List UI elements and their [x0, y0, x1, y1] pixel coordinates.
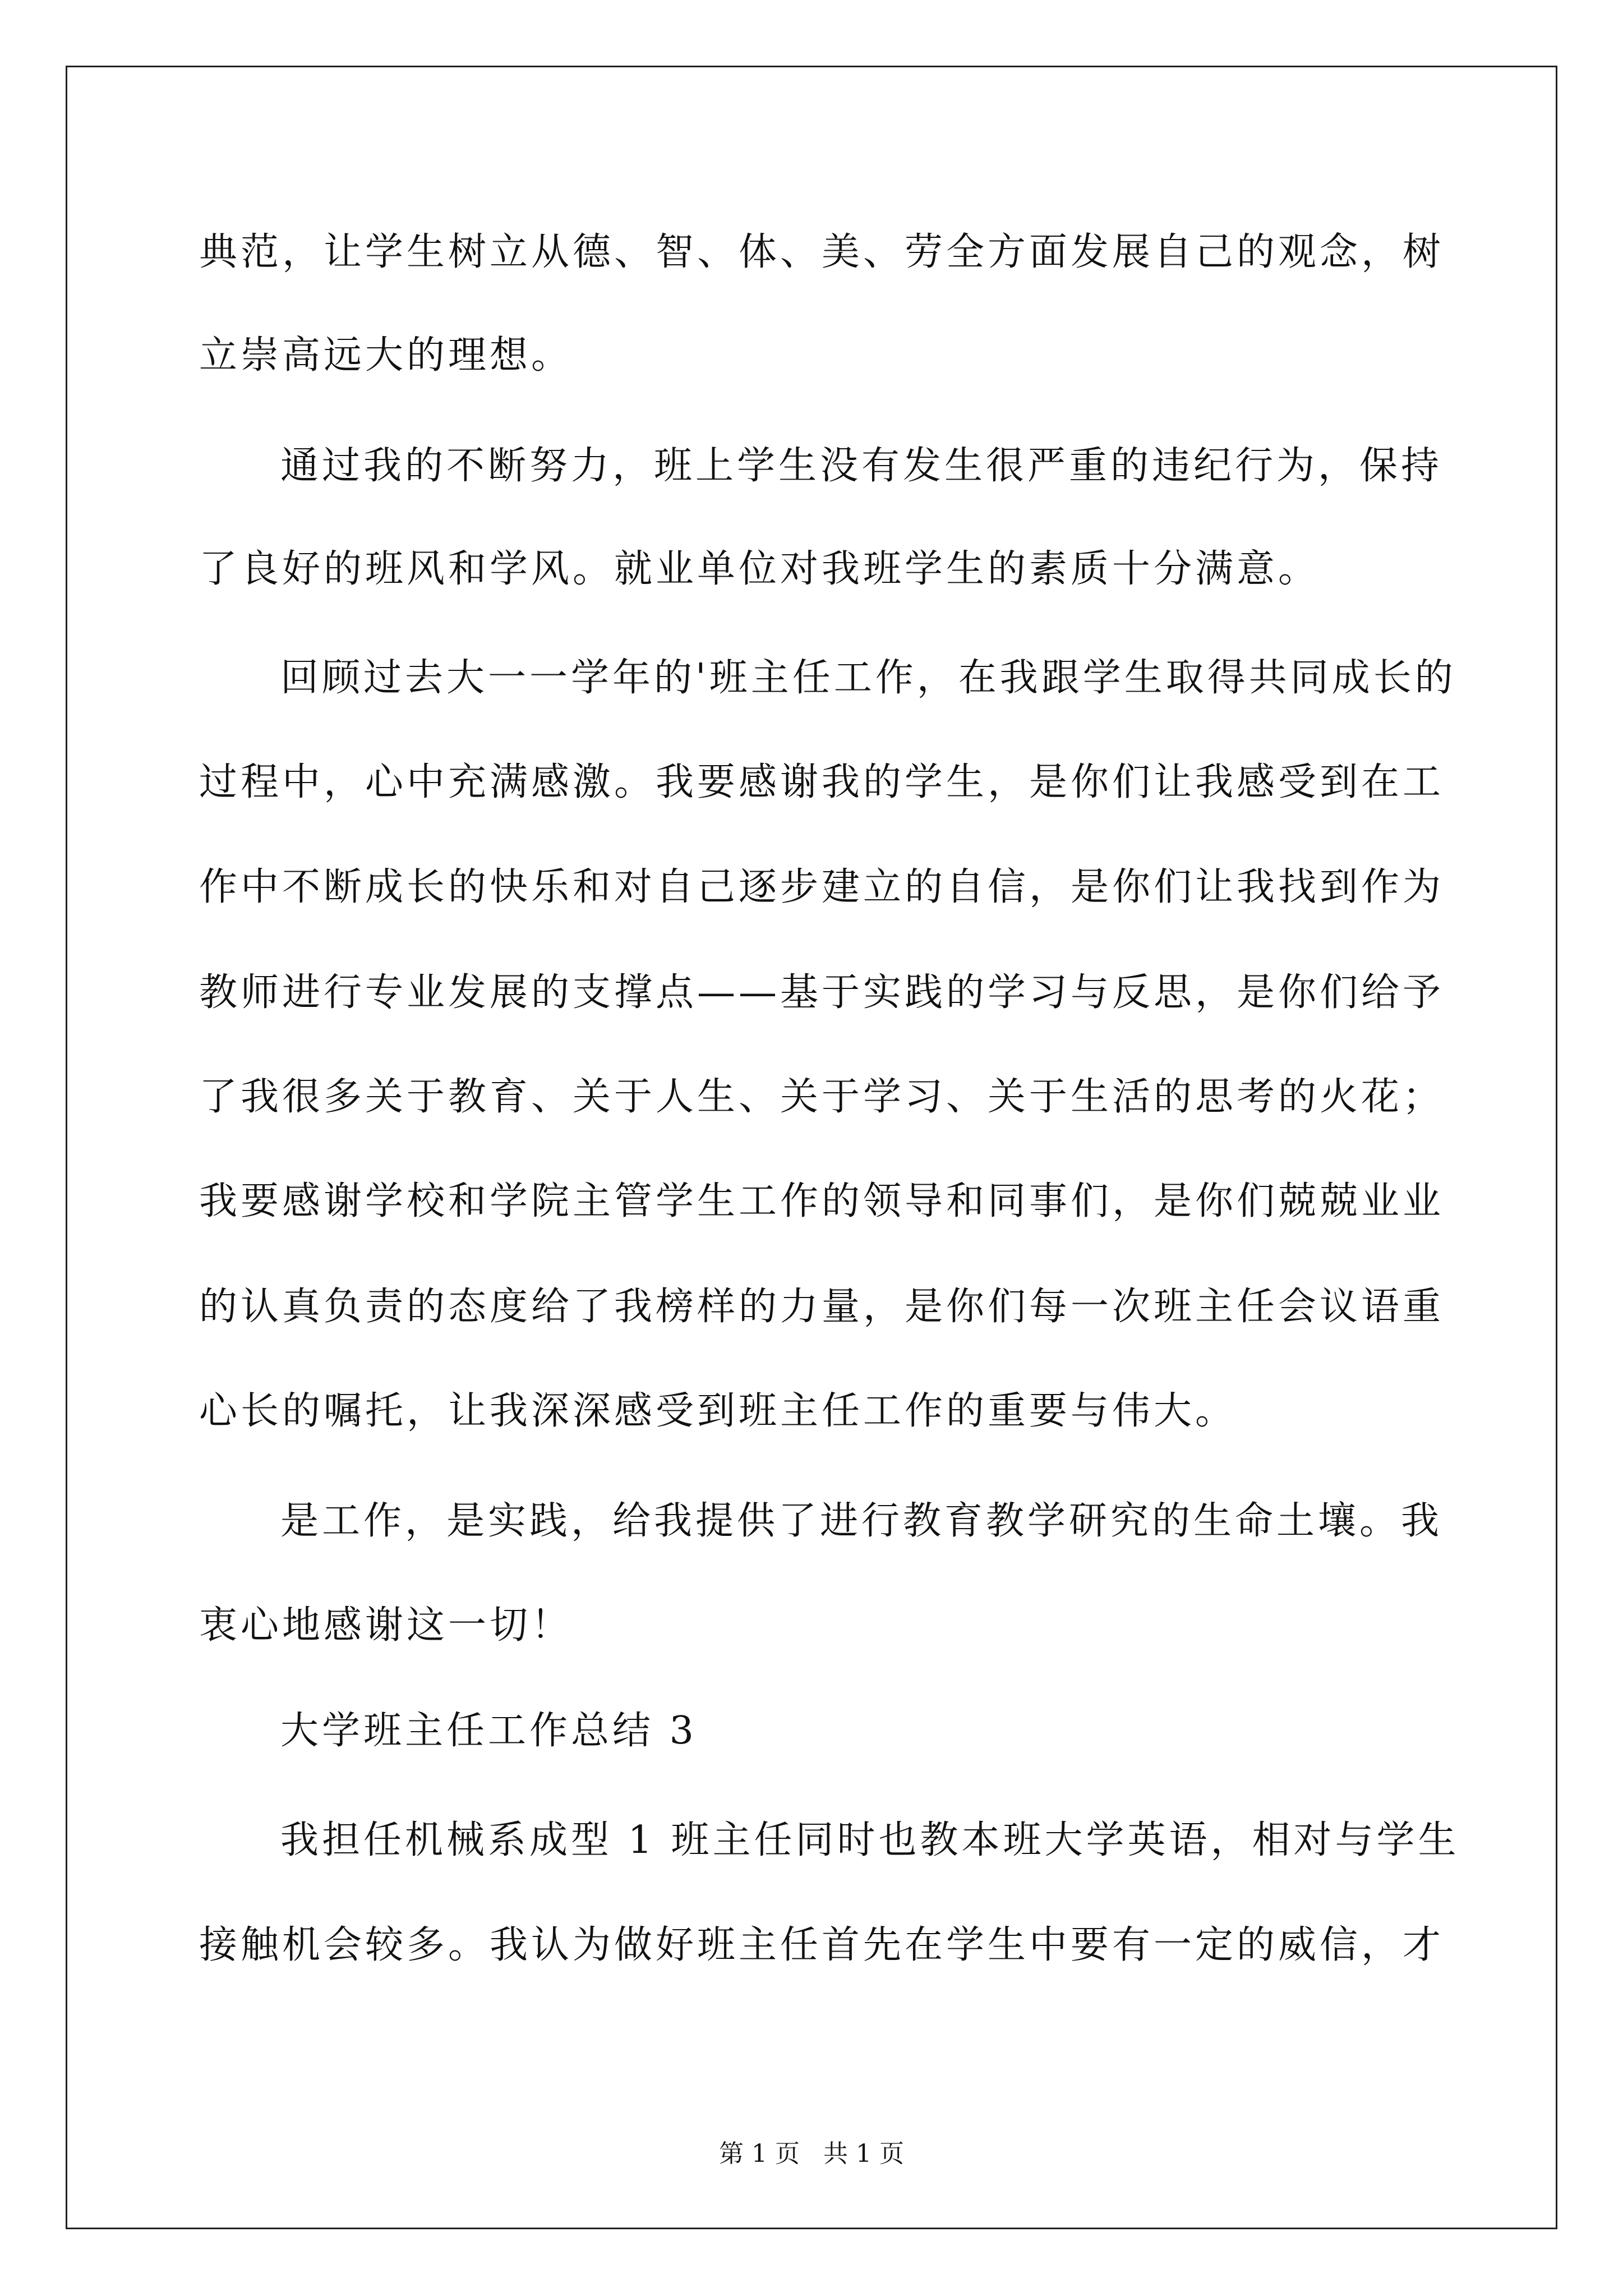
section-heading: 大学班主任工作总结 3 [280, 1709, 697, 1753]
body-text-line: 过程中，心中充满感激。我要感谢我的学生，是你们让我感受到在工 [199, 760, 1445, 804]
body-text-line: 接触机会较多。我认为做好班主任首先在学生中要有一定的威信，才 [199, 1923, 1445, 1967]
body-text-line: 作中不断成长的快乐和对自己逐步建立的自信，是你们让我找到作为 [199, 865, 1445, 909]
paragraph-first-line: 回顾过去大一一学年的'班主任工作，在我跟学生取得共同成长的 [280, 656, 1456, 700]
paragraph-first-line: 我担任机械系成型 1 班主任同时也教本班大学英语，相对与学生 [280, 1818, 1460, 1862]
paragraph-first-line: 通过我的不断努力，班上学生没有发生很严重的违纪行为，保持 [280, 444, 1443, 488]
body-text-line: 了良好的班风和学风。就业单位对我班学生的素质十分满意。 [199, 547, 1320, 591]
page-number-footer: 第 1 页 共 1 页 [719, 2139, 904, 2168]
body-text-line: 立崇高远大的理想。 [199, 333, 573, 378]
body-text-line: 了我很多关于教育、关于人生、关于学习、关于生活的思考的火花； [199, 1075, 1445, 1119]
body-text-line: 的认真负责的态度给了我榜样的力量，是你们每一次班主任会议语重 [199, 1285, 1445, 1329]
body-text-line: 衷心地感谢这一切！ [199, 1603, 573, 1648]
body-text-line: 教师进行专业发展的支撑点——基于实践的学习与反思，是你们给予 [199, 970, 1445, 1015]
body-text-line: 典范，让学生树立从德、智、体、美、劳全方面发展自己的观念，树 [199, 230, 1445, 274]
body-text-line: 心长的嘱托，让我深深感受到班主任工作的重要与伟大。 [199, 1389, 1237, 1433]
paragraph-first-line: 是工作，是实践，给我提供了进行教育教学研究的生命土壤。我 [280, 1499, 1443, 1543]
page-border [66, 66, 1557, 2229]
body-text-line: 我要感谢学校和学院主管学生工作的领导和同事们，是你们兢兢业业 [199, 1179, 1445, 1223]
